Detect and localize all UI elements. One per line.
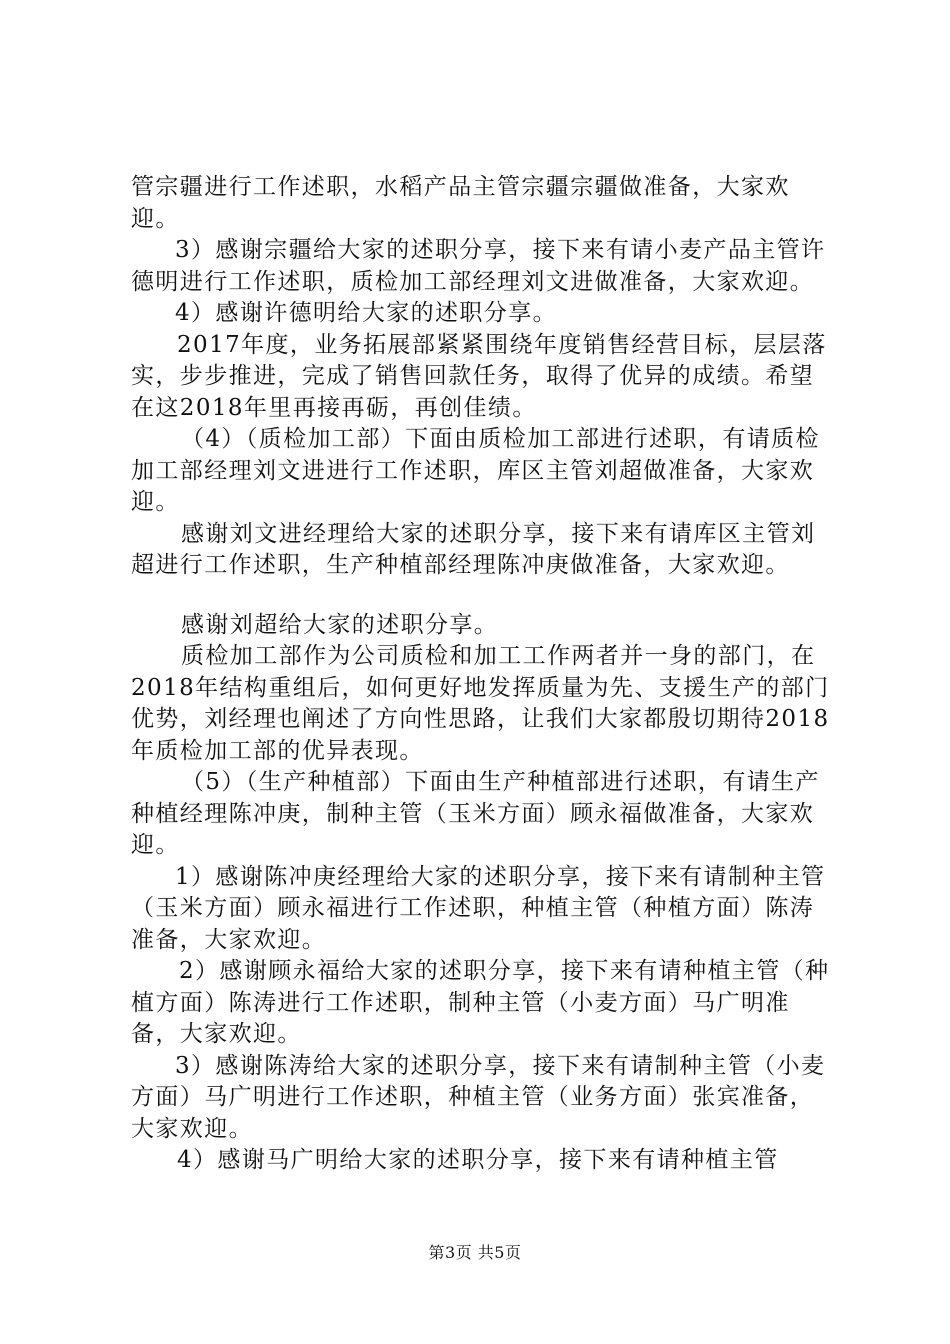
paragraph-6: 感谢刘文进经理给大家的述职分享，接下来有请库区主管刘超进行工作述职，生产种植部经理陈冲庚做准备，大家欢迎。	[131, 520, 816, 578]
paragraph-11: 2）感谢顾永福给大家的述职分享，接下来有请种植主管（种植方面）陈涛进行工作述职，制种主管（小麦方面）马广明准备，大家欢迎。	[131, 958, 830, 1047]
paragraph-2: 3）感谢宗疆给大家的述职分享，接下来有请小麦产品主管许德明进行工作述职，质检加工部经理刘文进做准备，大家欢迎。	[131, 237, 826, 295]
paragraph-5: （4）（质检加工部）下面由质检加工部进行述职，有请质检加工部经理刘文进进行工作述职，库区主管刘超做准备，大家欢迎。	[131, 426, 820, 515]
paragraph-8: 质检加工部作为公司质检和加工工作两者并一身的部门，在2018年结构重组后，如何更好地发挥质量为先、支援生产的部门优势，刘经理也阐述了方向性思路，让我们大家都殷切期待2018年质检加工部的优异表现。	[131, 643, 830, 764]
paragraph-12: 3）感谢陈涛给大家的述职分享，接下来有请制种主管（小麦方面）马广明进行工作述职，种植主管（业务方面）张宾准备，大家欢迎。	[131, 1052, 826, 1142]
paragraph-13: 4）感谢马广明给大家的述职分享，接下来有请种植主管	[177, 1147, 779, 1173]
paragraph-4: 2017年度，业务拓展部紧紧围绕年度销售经营目标，层层落实，步步推进，完成了销售回款任务，取得了优异的成绩。希望在这2018年里再接再砺，再创佳绩。	[131, 331, 827, 421]
paragraph-1: 管宗疆进行工作述职，水稻产品主管宗疆宗疆做准备，大家欢迎。	[131, 174, 790, 232]
document-body	[131, 172, 831, 1177]
paragraph-3: 4）感谢许德明给大家的述职分享。	[175, 300, 558, 326]
paragraph-7: 感谢刘超给大家的述职分享。	[181, 611, 499, 638]
paragraph-spacer	[131, 582, 831, 610]
page-number-label: 第3页 共5页	[428, 1243, 522, 1262]
page-footer	[0, 1240, 950, 1263]
paragraph-10: 1）感谢陈冲庚经理给大家的述职分享，接下来有请制种主管（玉米方面）顾永福进行工作述职，种植主管（种植方面）陈涛准备，大家欢迎。	[131, 863, 826, 953]
paragraph-9: （5）（生产种植部）下面由生产种植部进行述职，有请生产种植经理陈冲庚，制种主管（玉米方面）顾永福做准备，大家欢迎。	[131, 769, 820, 858]
